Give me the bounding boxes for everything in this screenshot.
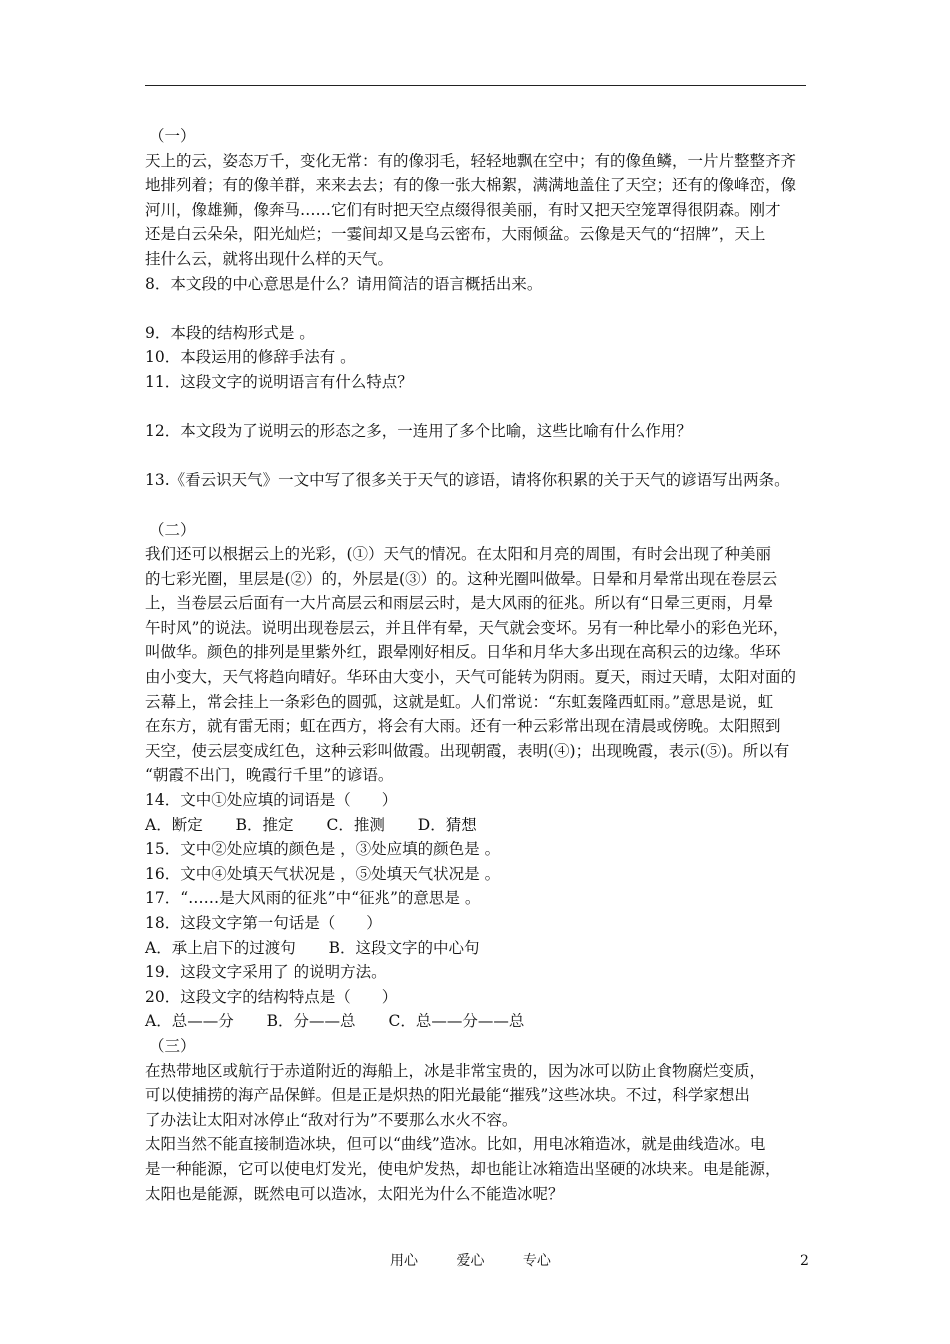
question-20: 20．这段文字的结构特点是（ ） <box>145 987 398 1006</box>
paragraph-line: 在东方，就有雷无雨；虹在西方，将会有大雨。还有一种云彩常出现在清晨或傍晚。太阳照到 <box>145 717 781 736</box>
question-14-options <box>145 813 811 838</box>
paragraph-line: 太阳当然不能直接制造冰块，但可以“曲线”造冰。比如，用电冰箱造冰，就是曲线造冰。电 <box>145 1135 766 1154</box>
question-18-options <box>145 936 811 961</box>
answer-space <box>145 444 811 469</box>
question-12: 12．本文段为了说明云的形态之多，一连用了多个比喻，这些比喻有什么作用？ <box>145 422 692 441</box>
paragraph-line: 河川，像雄狮，像奔马……它们有时把天空点缀得很美丽，有时又把天空笼罩得很阴森。刚才 <box>145 200 781 219</box>
paragraph-line: “朝霞不出门，晚霞行千里”的谚语。 <box>145 766 394 785</box>
option-c: C．总——分——总 <box>388 1012 525 1031</box>
paragraph-line: 地排列着；有的像羊群，来来去去；有的像一张大棉絮，满满地盖住了天空；还有的像峰峦，像 <box>145 176 797 195</box>
option-a: A．承上启下的过渡句 <box>145 938 296 957</box>
paragraph-line: 我们还可以根据云上的光彩，(①）天气的情况。在太阳和月亮的周围，有时会出现了种美丽 <box>145 545 772 564</box>
paragraph-line: 云幕上，常会挂上一条彩色的圆弧，这就是虹。人们常说：“东虹轰隆西虹雨。”意思是说，虹 <box>145 692 774 711</box>
answer-space <box>145 493 811 518</box>
section-3-paragraph-1 <box>145 1059 811 1133</box>
motto-word: 专心 <box>522 1253 551 1269</box>
section-2-paragraph <box>145 542 811 788</box>
motto-word: 爱心 <box>456 1253 485 1269</box>
paragraph-line: 由小变大，天气将趋向晴好。华环由大变小，天气可能转为阴雨。夏天，雨过天晴，太阳对面的 <box>145 668 797 687</box>
question-17: 17．“……是大风雨的征兆”中“征兆”的意思是 。 <box>145 889 481 908</box>
option-b: B．分——总 <box>266 1012 356 1031</box>
header-rule <box>145 85 806 86</box>
section-1-paragraph <box>145 149 811 272</box>
paragraph-line: 是一种能源，它可以使电灯发光，使电炉发热，却也能让冰箱造出坚硬的冰块来。电是能源， <box>145 1159 781 1178</box>
question-8: 8．本文段的中心意思是什么？请用简洁的语言概括出来。 <box>145 274 543 293</box>
paragraph-line: 天空，使云层变成红色，这种云彩叫做霞。出现朝霞，表明(④)；出现晚霞，表示(⑤)。所以有 <box>145 741 790 760</box>
answer-space <box>145 296 811 321</box>
section-3-heading: （三） <box>149 1036 196 1055</box>
paragraph-line: 太阳也是能源，既然电可以造冰，太阳光为什么不能造冰呢？ <box>145 1184 564 1203</box>
question-15: 15．文中②处应填的颜色是 ，③处应填的颜色是 。 <box>145 840 501 859</box>
paragraph-line: 了办法让太阳对冰停止“敌对行为”不要那么水火不容。 <box>145 1110 518 1129</box>
question-9: 9．本段的结构形式是 。 <box>145 323 315 342</box>
option-a: A．断定 <box>145 815 203 834</box>
paragraph-line: 的七彩光圈，里层是(②）的，外层是(③）的。这种光圈叫做晕。日晕和月晕常出现在卷层云 <box>145 569 778 588</box>
question-20-options <box>145 1009 811 1034</box>
question-14: 14．文中①处应填的词语是（ ） <box>145 791 398 810</box>
paragraph-line: 上，当卷层云后面有一大片高层云和雨层云时，是大风雨的征兆。所以有“日晕三更雨，月晕 <box>145 594 773 613</box>
page-content <box>145 124 811 1206</box>
question-16: 16．文中④处填天气状况是 ，⑤处填天气状况是 。 <box>145 864 501 883</box>
paragraph-line: 在热带地区或航行于赤道附近的海船上，冰是非常宝贵的，因为冰可以防止食物腐烂变质， <box>145 1061 766 1080</box>
question-19: 19．这段文字采用了 的说明方法。 <box>145 963 387 982</box>
paragraph-line: 午时风”的说法。说明出现卷层云，并且伴有晕，天气就会变坏。另有一种比晕小的彩色光环， <box>145 618 789 637</box>
paragraph-line: 挂什么云，就将出现什么样的天气。 <box>145 249 394 268</box>
option-b: B．推定 <box>235 815 294 834</box>
section-2-heading: （二） <box>149 520 196 539</box>
paragraph-line: 还是白云朵朵，阳光灿烂；一霎间却又是乌云密布，大雨倾盆。云像是天气的“招牌”，天上 <box>145 225 766 244</box>
option-a: A．总——分 <box>145 1012 234 1031</box>
paragraph-line: 可以使捕捞的海产品保鲜。但是正是炽热的阳光最能“摧残”这些冰块。不过，科学家想出 <box>145 1086 750 1105</box>
footer-motto <box>390 1252 585 1270</box>
question-13: 13.《看云识天气》一文中写了很多关于天气的谚语，请将你积累的关于天气的谚语写出两条。 <box>145 471 790 490</box>
page-number: 2 <box>800 1253 809 1269</box>
option-c: C．推测 <box>326 815 385 834</box>
question-11: 11．这段文字的说明语言有什么特点？ <box>145 372 413 391</box>
paragraph-line: 叫做华。颜色的排列是里紫外红，跟晕刚好相反。日华和月华大多出现在高积云的边缘。华环 <box>145 643 781 662</box>
option-b: B．这段文字的中心句 <box>328 938 480 957</box>
motto-word: 用心 <box>390 1253 418 1269</box>
question-10: 10．本段运用的修辞手法有 。 <box>145 348 356 367</box>
answer-space <box>145 395 811 420</box>
section-3-paragraph-2 <box>145 1132 811 1206</box>
option-d: D．猜想 <box>417 815 477 834</box>
paragraph-line: 天上的云，姿态万千，变化无常：有的像羽毛，轻轻地飘在空中；有的像鱼鳞，一片片整整齐齐 <box>145 151 797 170</box>
section-1-heading: （一） <box>149 127 196 145</box>
question-18: 18．这段文字第一句话是（ ） <box>145 914 382 932</box>
